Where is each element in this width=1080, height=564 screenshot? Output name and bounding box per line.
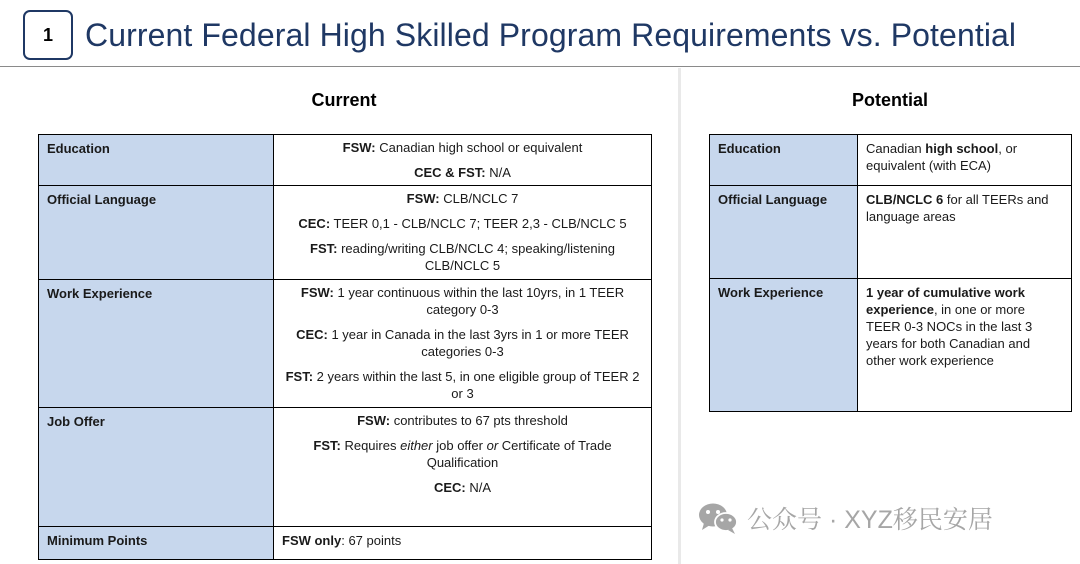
table-row <box>710 186 1072 279</box>
slide-number-box <box>23 10 73 60</box>
requirement-line <box>282 412 643 429</box>
row-value <box>274 186 652 280</box>
program-label: CEC & FST: <box>414 165 486 180</box>
potential-requirements-table <box>709 134 1072 412</box>
requirement-line <box>282 532 643 549</box>
row-label: Job Offer <box>39 408 274 527</box>
requirement-text: contributes to 67 pts threshold <box>390 413 568 428</box>
requirement-text: : 67 points <box>341 533 402 548</box>
table-row <box>710 279 1072 412</box>
program-label: CEC: <box>433 480 466 495</box>
emphasis-text: either <box>400 438 433 453</box>
program-label: FSW: <box>300 285 334 300</box>
program-label: FST: <box>310 241 338 256</box>
program-label: CEC: <box>298 216 331 231</box>
program-label: FSW: <box>406 191 440 206</box>
wechat-icon <box>697 501 739 535</box>
table-row <box>39 527 652 560</box>
watermark-text: 公众号 · XYZ移民安居 <box>747 506 993 534</box>
requirement-emphasis: 1 year of cumulative work experience <box>866 285 1025 317</box>
program-label: FSW: <box>357 413 391 428</box>
program-label: FSW: <box>342 140 376 155</box>
requirement-text: 2 years within the last 5, in one eligible group of TEER 2 or 3 <box>313 369 640 401</box>
table-row <box>710 135 1072 186</box>
requirement-text: , in one or more TEER 0-3 NOCs in the last 3 years for both Canadian and other work experience <box>866 302 1033 368</box>
emphasis-text: or <box>486 438 499 453</box>
requirement-line <box>282 326 643 360</box>
row-label: Minimum Points <box>39 527 274 560</box>
program-label: FST: <box>313 438 341 453</box>
requirement-text: job offer <box>432 438 487 453</box>
requirement-text: N/A <box>485 165 511 180</box>
requirement-line <box>282 164 643 181</box>
row-value <box>274 527 652 560</box>
requirement-text: reading/writing CLB/NCLC 4; speaking/listening CLB/NCLC 5 <box>337 241 615 273</box>
requirement-text: Requires <box>340 438 401 453</box>
table-row <box>39 135 652 186</box>
row-label: Education <box>710 135 858 186</box>
row-label: Official Language <box>39 186 274 280</box>
requirement-text: 1 year in Canada in the last 3yrs in 1 or more TEER categories 0-3 <box>327 327 629 359</box>
program-label: CEC: <box>296 327 328 342</box>
row-value <box>858 279 1072 412</box>
title-rule <box>0 66 1080 67</box>
requirement-line <box>282 437 643 471</box>
requirement-text: , or equivalent (with ECA) <box>866 141 1018 173</box>
requirement-text: TEER 0,1 - CLB/NCLC 7; TEER 2,3 - CLB/NCLC 5 <box>330 216 627 231</box>
requirement-line <box>282 190 643 207</box>
row-label: Work Experience <box>710 279 858 412</box>
requirement-text: 1 year continuous within the last 10yrs, in 1 TEER category 0-3 <box>333 285 625 317</box>
requirement-line <box>282 284 643 318</box>
table-row <box>39 280 652 408</box>
program-label: FST: <box>285 369 314 384</box>
requirement-text: Canadian <box>866 141 926 156</box>
row-value <box>858 135 1072 186</box>
potential-heading: Potential <box>851 90 928 110</box>
row-label: Official Language <box>710 186 858 279</box>
requirement-text: Canadian high school or equivalent <box>375 140 583 155</box>
current-requirements-table <box>38 134 652 560</box>
current-heading: Current <box>311 90 377 110</box>
requirement-text: CLB/NCLC 7 <box>439 191 519 206</box>
slide-number: 1 <box>42 24 53 45</box>
table-row <box>39 186 652 280</box>
requirement-line <box>282 139 643 156</box>
column-divider <box>678 68 681 564</box>
slide-title: Current Federal High Skilled Program Requirements vs. Potential <box>85 17 1017 53</box>
row-value <box>858 186 1072 279</box>
requirement-text: Certificate of Trade Qualification <box>426 438 612 470</box>
row-label: Work Experience <box>39 280 274 408</box>
requirement-text: N/A <box>465 480 492 495</box>
requirement-line <box>282 215 643 232</box>
requirement-emphasis: high school <box>925 141 999 156</box>
requirement-line <box>282 368 643 402</box>
requirement-line <box>282 240 643 274</box>
row-label: Education <box>39 135 274 186</box>
row-value <box>274 135 652 186</box>
requirement-line <box>282 479 643 496</box>
watermark <box>697 500 993 536</box>
table-row <box>39 408 652 527</box>
requirement-text: for all TEERs and language areas <box>866 192 1049 224</box>
row-value <box>274 408 652 527</box>
program-label: FSW only <box>282 533 342 548</box>
requirement-emphasis: CLB/NCLC 6 <box>866 192 944 207</box>
row-value <box>274 280 652 408</box>
